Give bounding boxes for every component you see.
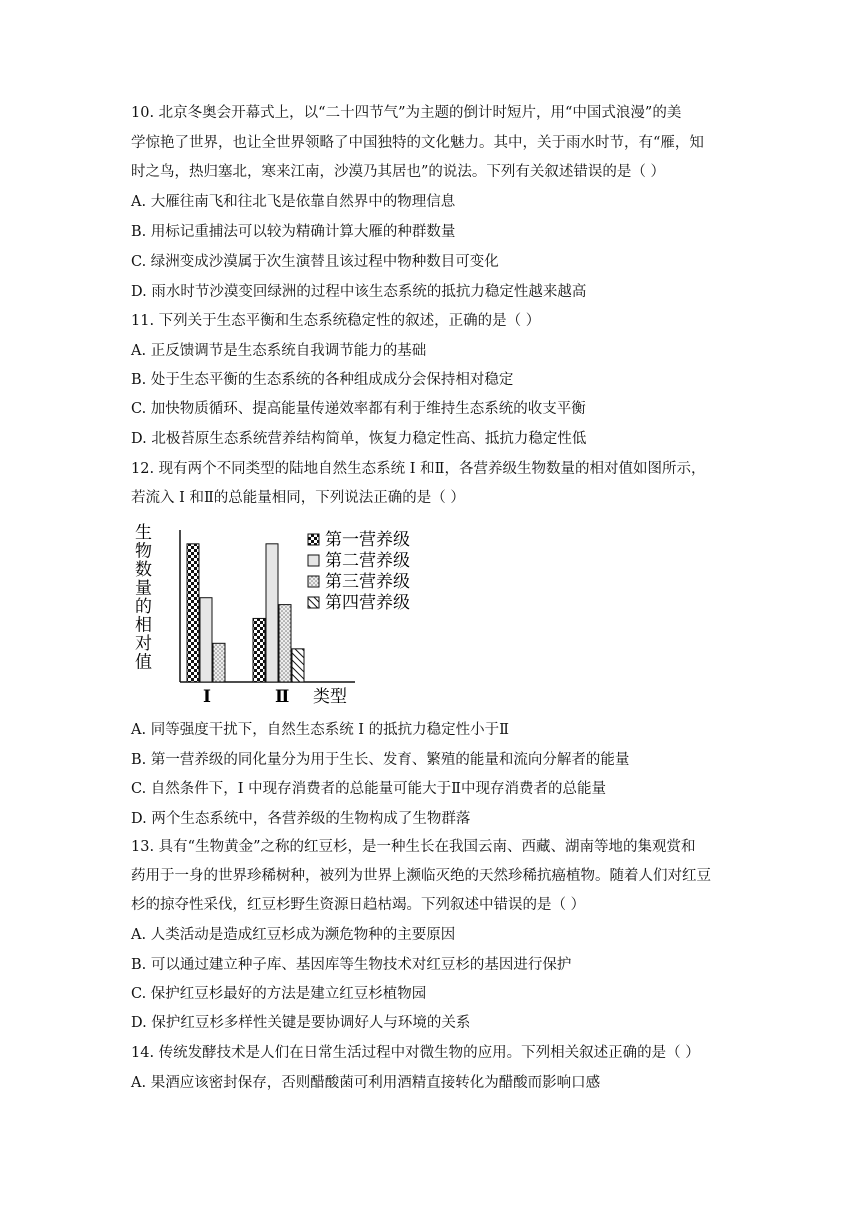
q10-option-a: A. 大雁往南飞和往北飞是依靠自然界中的物理信息 (131, 194, 456, 210)
y-axis-label-char: 物 (135, 541, 152, 562)
q13-stem-line-3: 杉的掠夺性采伐，红豆杉野生资源日趋枯竭。下列叙述中错误的是（ ） (131, 897, 586, 913)
y-axis-label-char: 数 (135, 560, 152, 580)
q13-option-b: B. 可以通过建立种子库、基因库等生物技术对红豆杉的基因进行保护 (131, 957, 572, 973)
bar-1-2 (200, 598, 212, 682)
q11-stem-line-1: 11. 下列关于生态平衡和生态系统稳定性的叙述，正确的是（ ） (131, 313, 541, 329)
legend-swatch (308, 555, 319, 566)
q13-option-c: C. 保护红豆杉最好的方法是建立红豆杉植物园 (131, 986, 427, 1002)
q12-stem-line-2: 若流入 I 和Ⅱ的总能量相同，下列说法正确的是（ ） (131, 490, 465, 506)
q10-option-c: C. 绿洲变成沙漠属于次生演替且该过程中物种数目可变化 (131, 254, 499, 270)
legend-swatch (308, 597, 319, 608)
bar-2-4 (292, 649, 304, 682)
legend-label: 第二营养级 (325, 551, 410, 571)
q14-option-a: A. 果酒应该密封保存，否则醋酸菌可利用酒精直接转化为醋酸而影响口感 (131, 1075, 601, 1091)
legend-label: 第三营养级 (325, 572, 410, 592)
q12-option-c: C. 自然条件下，I 中现存消费者的总能量可能大于Ⅱ中现存消费者的总能量 (131, 781, 606, 797)
q13-option-d: D. 保护红豆杉多样性关键是要协调好人与环境的关系 (131, 1015, 471, 1031)
q11-option-b: B. 处于生态平衡的生态系统的各种组成成分会保持相对稳定 (131, 372, 514, 388)
q10-option-b: B. 用标记重捕法可以较为精确计算大雁的种群数量 (131, 224, 456, 240)
y-axis-label-char: 量 (135, 578, 152, 599)
q10-option-d: D. 雨水时节沙漠变回绿洲的过程中该生态系统的抵抗力稳定性越来越高 (131, 284, 587, 300)
x-tick-label: I (203, 687, 211, 707)
q10-stem-line-1: 10. 北京冬奥会开幕式上，以“二十四节气”为主题的倒计时短片，用“中国式浪漫”的美 (131, 105, 682, 121)
q11-option-d: D. 北极苔原生态系统营养结构简单，恢复力稳定性高、抵抗力稳定性低 (131, 431, 587, 447)
y-axis-label (135, 523, 152, 673)
bar-2-3 (279, 605, 291, 682)
q10-stem-line-3: 时之鸟，热归塞北，寒来江南，沙漠乃其居也”的说法。下列有关叙述错误的是（ ） (131, 164, 666, 180)
bar-2-2 (266, 544, 278, 682)
q12-option-b: B. 第一营养级的同化量分为用于生长、发育、繁殖的能量和流向分解者的能量 (131, 752, 630, 768)
q11-option-a: A. 正反馈调节是生态系统自我调节能力的基础 (131, 343, 427, 359)
chart-legend (308, 530, 410, 613)
legend-swatch (308, 576, 319, 587)
trophic-level-chart (125, 522, 425, 712)
y-axis-label-char: 相 (135, 615, 152, 636)
x-tick-label: Ⅱ (275, 687, 290, 707)
q12-option-d: D. 两个生态系统中，各营养级的生物构成了生物群落 (131, 811, 471, 827)
legend-label: 第一营养级 (325, 530, 410, 550)
legend-swatch (308, 534, 319, 545)
chart-svg (125, 522, 425, 712)
bar-2-1 (253, 618, 265, 682)
x-axis-label: 类型 (313, 687, 347, 707)
y-axis-label-char: 生 (135, 523, 152, 543)
q12-option-a: A. 同等强度干扰下，自然生态系统 I 的抵抗力稳定性小于Ⅱ (131, 722, 509, 738)
y-axis-label-char: 对 (135, 634, 152, 654)
bar-1-1 (187, 544, 199, 682)
q13-stem-line-1: 13. 具有“生物黄金”之称的红豆杉，是一种生长在我国云南、西藏、湖南等地的集观赏和 (131, 839, 696, 855)
y-axis-label-char: 值 (135, 652, 152, 673)
q12-stem-line-1: 12. 现有两个不同类型的陆地自然生态系统 I 和Ⅱ，各营养级生物数量的相对值如图所示， (131, 461, 706, 477)
q14-stem-line-1: 14. 传统发酵技术是人们在日常生活过程中对微生物的应用。下列相关叙述正确的是（ ） (131, 1045, 700, 1061)
q11-option-c: C. 加快物质循环、提高能量传递效率都有利于维持生态系统的收支平衡 (131, 401, 586, 417)
y-axis-label-char: 的 (135, 597, 152, 617)
legend-label: 第四营养级 (325, 593, 410, 613)
q13-stem-line-2: 药用于一身的世界珍稀树种，被列为世界上濒临灭绝的天然珍稀抗癌植物。随着人们对红豆 (131, 868, 711, 884)
q10-stem-line-2: 学惊艳了世界，也让全世界领略了中国独特的文化魅力。其中，关于雨水时节，有“雁，知 (131, 135, 704, 151)
bar-1-3 (213, 643, 225, 682)
q13-option-a: A. 人类活动是造成红豆杉成为濒危物种的主要原因 (131, 927, 456, 943)
